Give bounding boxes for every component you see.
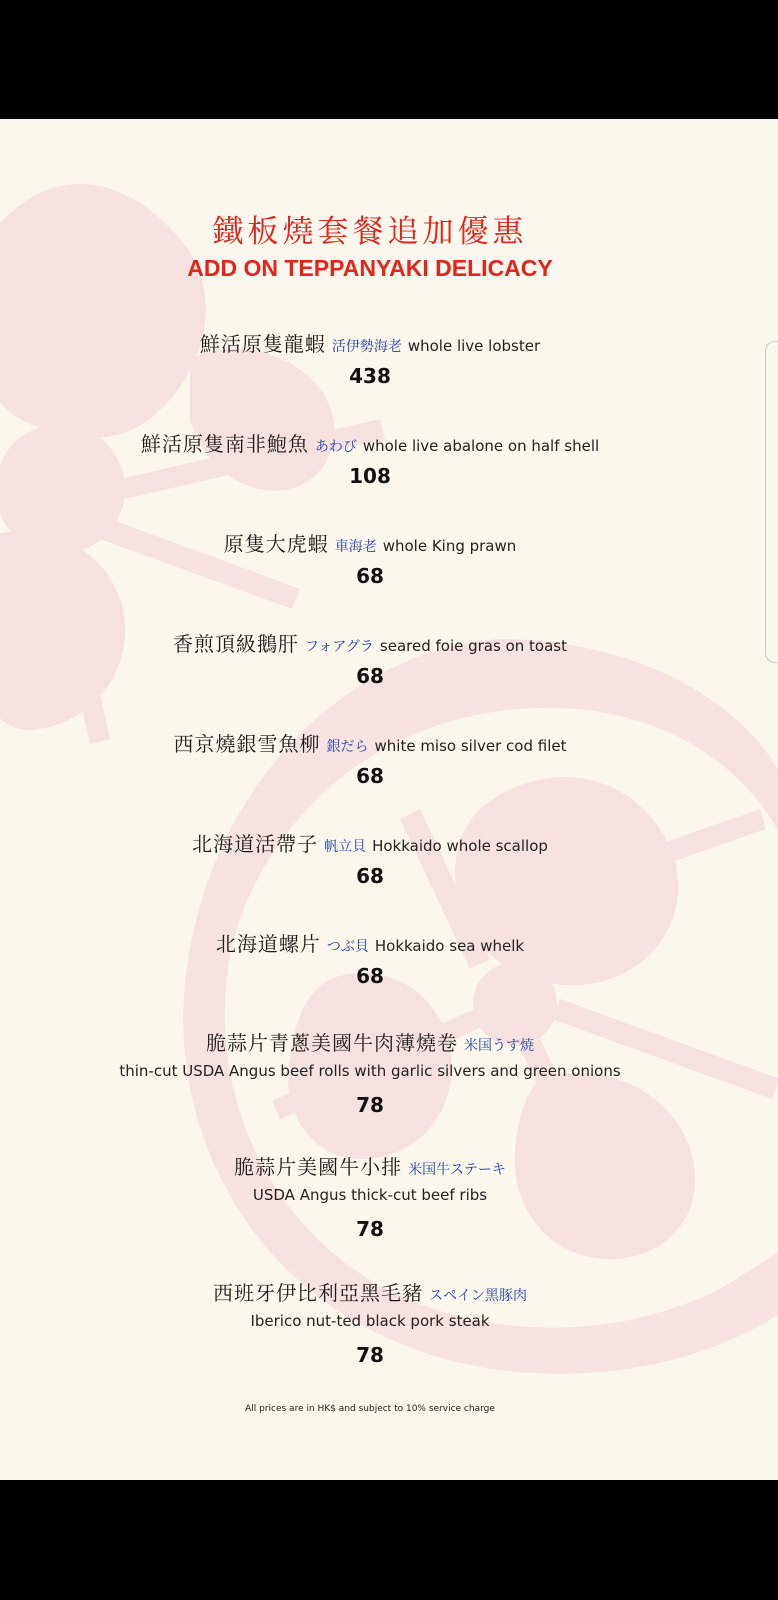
item-price: 78 bbox=[356, 1343, 384, 1367]
item-name-jp: 銀だら bbox=[326, 739, 369, 755]
item-name-en: USDA Angus thick-cut beef ribs bbox=[252, 1186, 488, 1204]
item-name-zh: 鮮活原隻龍蝦 bbox=[199, 332, 326, 356]
item-name-zh: 脆蒜片青蔥美國牛肉薄燒卷 bbox=[206, 1031, 458, 1055]
title-chinese: 鐵板燒套餐追加優惠 bbox=[212, 214, 528, 250]
item-price: 68 bbox=[356, 864, 384, 888]
title-english: ADD ON TEPPANYAKI DELICACY bbox=[187, 255, 553, 281]
item-name-en: Hokkaido sea whelk bbox=[374, 937, 525, 955]
item-name-jp: つぶ貝 bbox=[326, 939, 369, 955]
top-black-bar bbox=[0, 0, 778, 119]
item-price: 78 bbox=[356, 1093, 384, 1117]
item-price: 438 bbox=[349, 364, 391, 388]
menu-item bbox=[0, 730, 740, 791]
item-name-en: thin-cut USDA Angus beef rolls with garlic silvers and green onions bbox=[119, 1062, 621, 1080]
item-name-zh: 西京燒銀雪魚柳 bbox=[173, 732, 321, 756]
floral-crest-watermark bbox=[0, 119, 778, 1480]
item-name-jp: 帆立貝 bbox=[324, 839, 367, 855]
item-name-zh: 香煎頂級鵝肝 bbox=[173, 632, 300, 656]
menu-item bbox=[0, 330, 740, 391]
item-name-zh: 北海道活帶子 bbox=[192, 832, 319, 856]
item-price: 68 bbox=[356, 564, 384, 588]
item-price: 108 bbox=[349, 464, 391, 488]
item-name-jp: 活伊勢海老 bbox=[331, 339, 402, 355]
item-name-jp: 車海老 bbox=[334, 539, 377, 555]
menu-item bbox=[0, 630, 740, 691]
item-name-zh: 北海道螺片 bbox=[215, 932, 321, 956]
menu-page bbox=[0, 119, 778, 1480]
item-name-en: Iberico nut-ted black pork steak bbox=[250, 1312, 490, 1330]
item-name-jp: あわび bbox=[314, 439, 357, 455]
item-name-en: whole live lobster bbox=[407, 337, 541, 355]
item-name-en: whole live abalone on half shell bbox=[362, 437, 600, 455]
menu-item bbox=[0, 1279, 740, 1370]
item-name-zh: 西班牙伊比利亞黑毛豬 bbox=[213, 1281, 423, 1305]
item-name-en: Hokkaido whole scallop bbox=[372, 837, 548, 855]
item-name-jp: 米国牛ステーキ bbox=[408, 1162, 506, 1178]
item-price: 68 bbox=[356, 664, 384, 688]
item-name-jp: 米国うす焼 bbox=[464, 1038, 534, 1054]
menu-item bbox=[0, 530, 740, 591]
bottom-black-bar bbox=[0, 1480, 778, 1600]
menu-item bbox=[0, 1153, 740, 1244]
item-name-en: white miso silver cod filet bbox=[374, 737, 567, 755]
item-name-en: seared foie gras on toast bbox=[379, 637, 567, 655]
footer-note: All prices are in HK$ and subject to 10% service charge bbox=[245, 1404, 495, 1414]
item-price: 68 bbox=[356, 964, 384, 988]
item-name-zh: 脆蒜片美國牛小排 bbox=[234, 1155, 403, 1179]
item-price: 78 bbox=[356, 1217, 384, 1241]
menu-item bbox=[0, 1029, 740, 1120]
item-name-jp: フォアグラ bbox=[305, 639, 374, 655]
menu-item bbox=[0, 430, 740, 491]
item-name-en: whole King prawn bbox=[382, 537, 517, 555]
item-name-zh: 鮮活原隻南非鮑魚 bbox=[140, 432, 309, 456]
item-name-zh: 原隻大虎蝦 bbox=[223, 532, 329, 556]
item-name-jp: スペイン黑豚肉 bbox=[429, 1288, 527, 1304]
menu-item bbox=[0, 830, 740, 891]
menu-item bbox=[0, 930, 740, 991]
scroll-handle[interactable] bbox=[765, 341, 778, 663]
item-price: 68 bbox=[356, 764, 384, 788]
